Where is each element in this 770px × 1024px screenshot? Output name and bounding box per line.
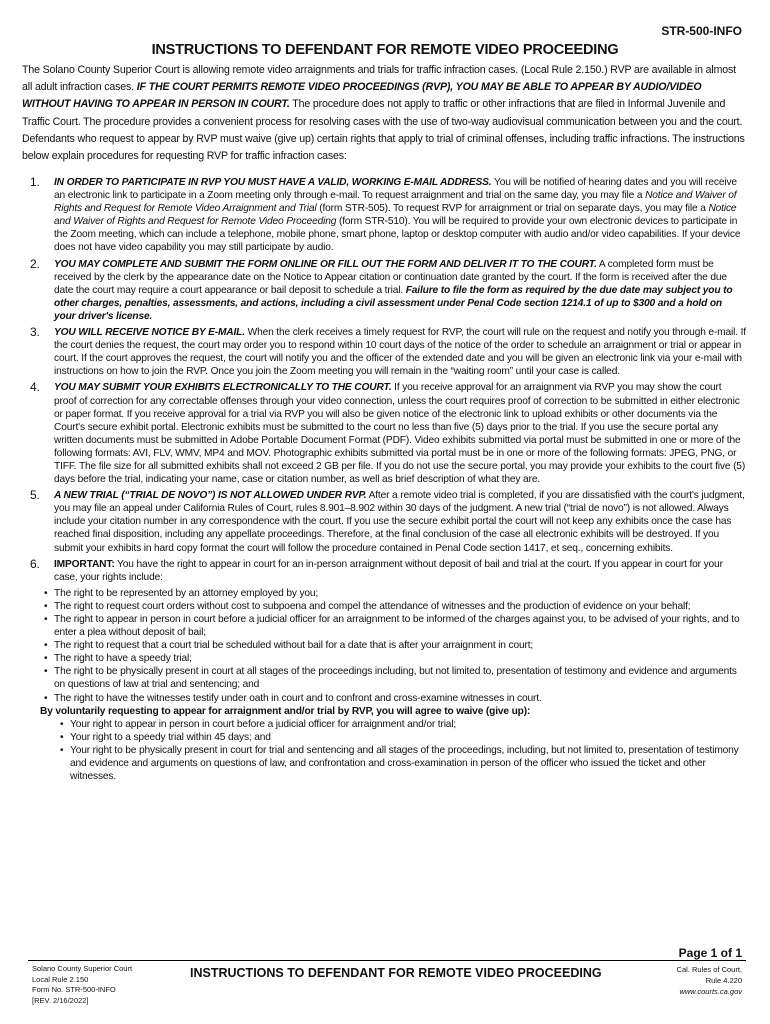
item-number: 1. bbox=[30, 175, 40, 189]
instruction-item bbox=[30, 176, 746, 255]
item-body bbox=[54, 381, 746, 486]
text-segment: (form STR-510). You will be required to provide your own electronic devices to participate in the Zoom meeting, which can include a telephone, mobile phone, smart phone, laptop or desktop computer with audio and/or video capabilities. If your device does not have video capability you may still participate by audio. bbox=[54, 216, 741, 254]
emphasis-segment: YOU MAY COMPLETE AND SUBMIT THE FORM ONLINE OR FILL OUT THE FORM AND DELIVER IT TO THE COURT. bbox=[54, 258, 597, 270]
footer-right bbox=[677, 964, 742, 997]
footer-website: www.courts.ca.gov bbox=[679, 987, 742, 996]
item-number: 6. bbox=[30, 556, 40, 571]
item-number: 5. bbox=[30, 488, 40, 503]
right-item: • The right to have the witnesses testify under oath in court and to confront and cross-examine witnesses in court. bbox=[44, 692, 746, 705]
text-segment: You will be notified of hearing dates and you will receive an electronic link to participate in a Zoom meeting only through e-mail. To request arraignment and trial on the same day, you may file a bbox=[54, 177, 737, 202]
emphasis-segment: YOU MAY SUBMIT YOUR EXHIBITS ELECTRONICALLY TO THE COURT. bbox=[54, 382, 392, 394]
emphasis-segment: YOU WILL RECEIVE NOTICE BY E-MAIL. bbox=[54, 327, 245, 339]
text-segment: When the clerk receives a timely request for RVP, the court will rule on the request and notify you through e-mail. If the court denies the request, the court may order you to respond within 10 court days of the notice of the order to schedule an arraignment or trial or appear in court. If the court approves the request, the court will notify you and the officer of the extended date and you will be given an electronic link via your e-mail with instructions on how to join the RVP. Once you join the Zoom meeting you will remain in the “waiting room” until your case is called. bbox=[54, 327, 746, 378]
right-item: • The right to request court orders without cost to subpoena and compel the attendance of witnesses and the production of evidence on your behalf; bbox=[44, 600, 746, 613]
text-segment: You have the right to appear in court for an in-person arraignment without deposit of bail and trial at the court. If you appear in court for your case, your rights include: bbox=[54, 558, 723, 583]
footer-title: INSTRUCTIONS TO DEFENDANT FOR REMOTE VIDEO PROCEEDING bbox=[190, 966, 602, 980]
text-segment: After a remote video trial is completed, if you are dissatisfied with the court's judgment, you may file an appeal under California Rules of Court, rules 8.901–8.902 within 30 days of the judgment. A new trial (“trial de novo”) is not allowed. Always include your citation number in any correspondence with the court. If you use the secure exhibit portal the court will not keep any exhibits once the case has reached final disposition, including any appellate proceedings. Therefore, at the final conclusion of the case all electronic exhibits will be destroyed. If you submit your exhibits in hard copy format the court will follow the procedure contained in Penal Code section 1417, et seq., concerning exhibits. bbox=[54, 490, 745, 554]
item-body bbox=[54, 176, 746, 255]
item-number: 3. bbox=[30, 325, 40, 340]
instruction-item bbox=[30, 381, 746, 486]
right-item: • The right to be physically present in court at all stages of the proceedings including, but not limited to, presentation of testimony and evidence and arguments on questions of law at trial and sentencing; and bbox=[44, 665, 746, 691]
text-segment: A completed form must be received by the clerk by the appearance date on the Notice to Appear citation or continuation date granted by the court. If the form is received after the due date the court may require a court appearance or bail deposit to schedule a trial. bbox=[54, 258, 727, 296]
emphasis-segment: IF THE COURT PERMITS REMOTE VIDEO PROCEEDINGS (RVP), YOU MAY BE ABLE TO APPEAR BY AUDIO/VIDEO WITHOUT HAVING TO APPEAR IN PERSON IN COURT. bbox=[22, 81, 702, 111]
right-item: • The right to have a speedy trial; bbox=[44, 652, 746, 665]
footer-rule-number: Rule 4.220 bbox=[705, 976, 742, 985]
item-body bbox=[54, 489, 746, 554]
waiver-list bbox=[40, 718, 746, 783]
right-item: • The right to request that a court trial be scheduled without bail for a date that is after your arraignment in court; bbox=[44, 639, 746, 652]
footer-court: Solano County Superior Court bbox=[32, 964, 133, 973]
item-number: 4. bbox=[30, 380, 40, 395]
emphasis-segment: Notice and Waiver of Rights and Request for Remote Video Arraignment and Trial bbox=[54, 190, 737, 215]
form-number: STR-500-INFO bbox=[661, 24, 742, 38]
item-body bbox=[54, 258, 746, 323]
waiver-item: • Your right to appear in person in court before a judicial officer for arraignment and/or trial; bbox=[60, 718, 746, 731]
waiver-heading: By voluntarily requesting to appear for arraignment and/or trial by RVP, you will agree to waive (give up): bbox=[40, 705, 531, 717]
instruction-item bbox=[30, 258, 746, 323]
rights-list bbox=[30, 587, 746, 705]
emphasis-segment: A NEW TRIAL (“TRIAL DE NOVO”) IS NOT ALLOWED UNDER RVP. bbox=[54, 490, 367, 502]
footer-rules: Cal. Rules of Court, bbox=[676, 965, 742, 974]
right-item: • The right to appear in person in court before a judicial officer for an arraignment to be informed of the charges against you, to be advised of your rights, and to enter a plea without deposit of bail; bbox=[44, 613, 746, 639]
waiver-item: • Your right to be physically present in court for trial and sentencing and all stages of the proceedings, including, but not limited to, presentation of testimony and evidence and arguments on questions of law, and confrontation and cross-examination in person of the officer who issued the ticket and other witnesses. bbox=[60, 744, 746, 783]
right-item: • The right to be represented by an attorney employed by you; bbox=[44, 587, 746, 600]
instruction-item bbox=[30, 326, 746, 378]
waiver-item: • Your right to a speedy trial within 45 days; and bbox=[60, 731, 746, 744]
footer-form-no: Form No. STR-500-INFO bbox=[32, 985, 116, 994]
intro-paragraph bbox=[22, 62, 746, 165]
emphasis-segment: IMPORTANT: bbox=[54, 558, 115, 570]
text-segment: If you receive approval for an arraignment via RVP you may show the court proof of correction for any correctable offenses through your video connection, unless the court requires proof of correction to be submitted in either electronic or paper format. If you receive approval for a trial via RVP you will also be given notice of the electronic link to upload exhibits or other documents via the Court's secure exhibit portal. Electronic exhibits must be submitted to the court no less than five (5) days prior to the trial. If you use the secure portal any written documents must be submitted in Adobe Portable Document Format (PDF). Video exhibits submitted via portal must be submitted in one or more of the following formats: AVI, FLV, WMV, MP4 and MOV. Photographic exhibits submitted via portal must be in one or more of the following formats: JPEG, PNG, or TIFF. The file size for all submitted exhibits shall not exceed 2 GB per file. If you do not use the secure portal, you may provide your exhibits to the court five (5) days before the trial, indicating your name, case or citation number, as well as brief description of what they are. bbox=[54, 382, 746, 486]
text-segment: (form STR-505). To request RVP for arraignment or trial on separate days, you may file a bbox=[316, 203, 709, 215]
emphasis-segment: IN ORDER TO PARTICIPATE IN RVP YOU MUST HAVE A VALID, WORKING E-MAIL ADDRESS. bbox=[54, 177, 492, 188]
text-segment: The procedure does not apply to traffic or other infractions that are filed in Informal Juvenile and Traffic Court. The procedure provides a convenient process for resolving cases with the use of two-way audiovisual communication between you and the court. Defendants who request to appear by RVP must waive (give up) certain rights that apply to trial of criminal offenses, including traffic infractions. The instructions below explain procedures for requesting RVP for traffic infraction cases: bbox=[22, 98, 745, 163]
footer-revision: [REV. 2/16/2022] bbox=[32, 995, 89, 1005]
instruction-item bbox=[30, 489, 746, 554]
text-segment: The Solano County Superior Court is allowing remote video arraignments and trials for traffic infraction cases. (Local Rule 2.150.) RVP are available in almost all adult infraction cases. bbox=[22, 64, 736, 94]
waiver-section bbox=[40, 705, 746, 784]
document-title: INSTRUCTIONS TO DEFENDANT FOR REMOTE VIDEO PROCEEDING bbox=[151, 42, 619, 58]
footer-left bbox=[32, 964, 132, 1006]
emphasis-segment: Notice and Waiver of Rights and Request for Remote Video Proceeding bbox=[54, 203, 737, 228]
item-body bbox=[54, 326, 746, 378]
page-number: Page 1 of 1 bbox=[678, 946, 742, 960]
item-number: 2. bbox=[30, 256, 40, 271]
footer-local-rule: Local Rule 2.150 bbox=[32, 974, 89, 984]
instruction-item bbox=[30, 558, 746, 584]
footer-divider bbox=[28, 960, 746, 961]
item-body bbox=[54, 558, 746, 584]
instructions-list bbox=[30, 176, 746, 783]
emphasis-segment: Failure to file the form as required by the due date may subject you to other charges, penalties, assessments, and actions, including a civil assessment under Penal Code section 1214.1 of up to $300 and a hold on your driver's license. bbox=[54, 284, 733, 322]
